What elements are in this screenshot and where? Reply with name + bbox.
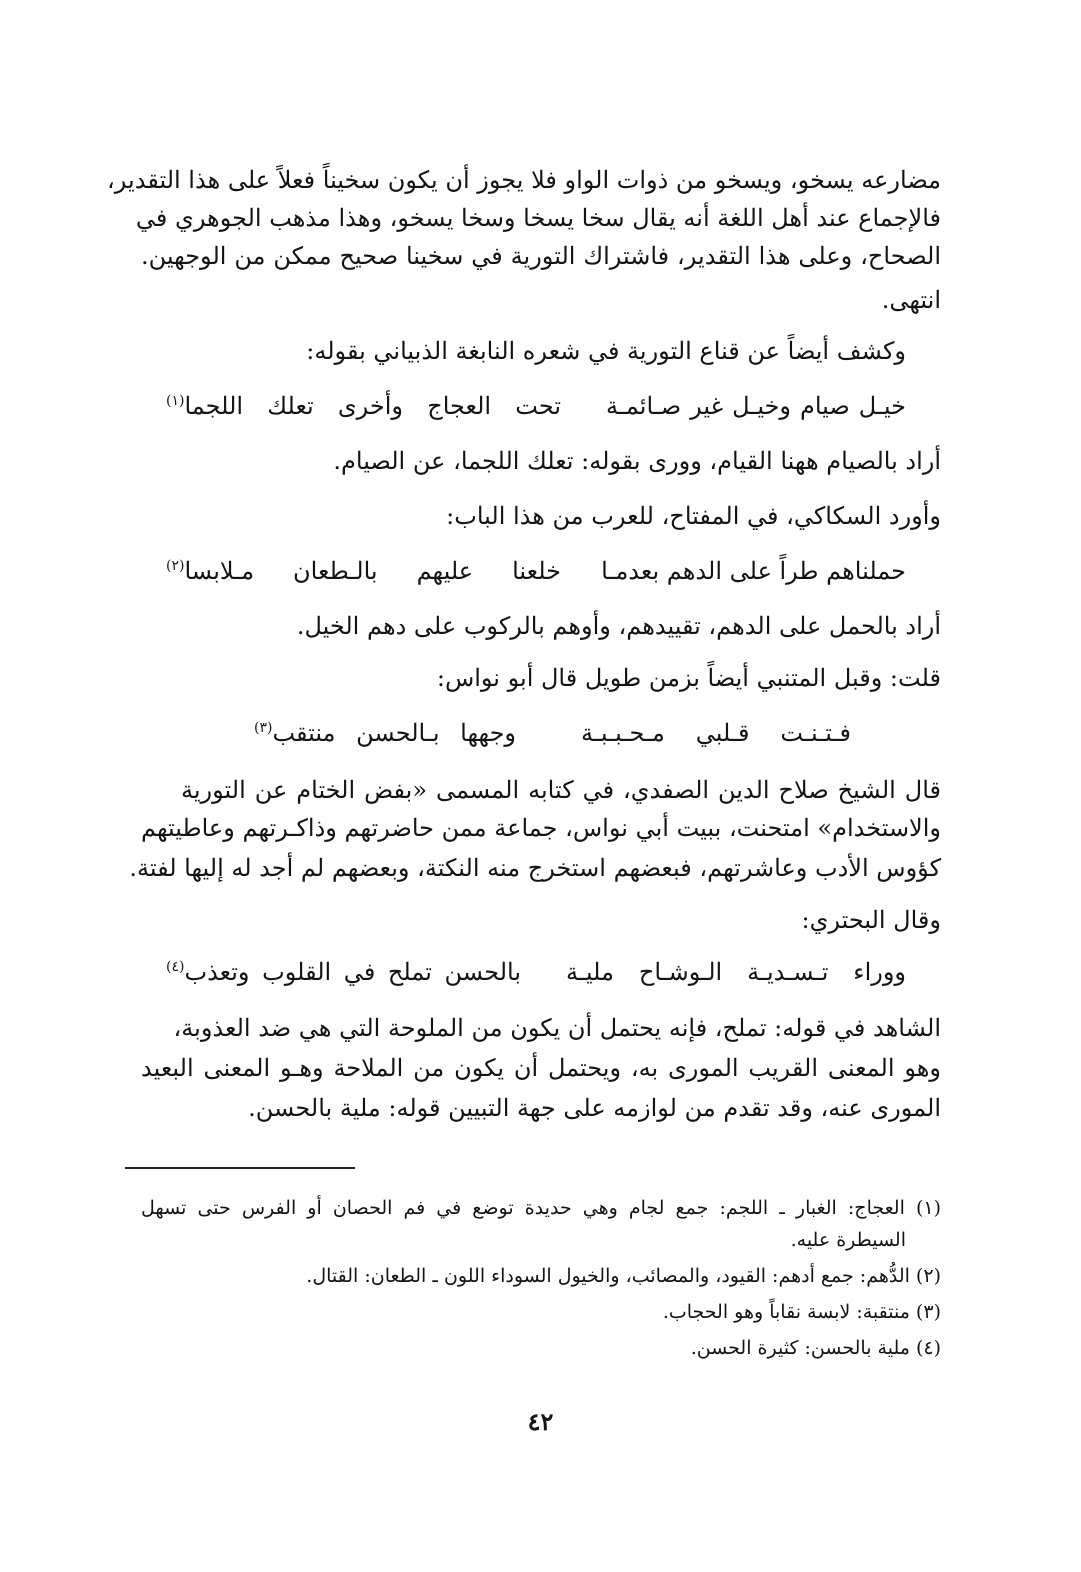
body-line: فالإجماع عند أهل اللغة أنه يقال سخا يسخا وسخا يسخو، وهذا مذهب الجوهري في: [135, 204, 941, 232]
verse-hemistich-left: تحت العجاج وأخرى تعلك اللجما$^{(١)}$: [166, 392, 561, 420]
footnote-1: (١) العجاج: الغبار ـ اللجم: جمع لجام وهي حديدة توضع في فم الحصان أو الفرس حتى تسهل: [141, 1197, 941, 1219]
body-line: قال الشيخ صلاح الدين الصفدي، في كتابه المسمى «بفض الختام عن التورية: [181, 776, 941, 804]
footnote-2: (٢) الدُّهم: جمع أدهم: القيود، والمصائب، والخيول السوداء اللون ـ الطعان: القتال.: [306, 1265, 941, 1287]
footnote-separator: [125, 1167, 355, 1169]
body-line: أراد بالصيام ههنا القيام، وورى بقوله: تعلك اللجما، عن الصيام.: [333, 447, 941, 475]
body-line: وقال البحتري:: [801, 906, 941, 934]
body-line: وهو المعنى القريب المورى به، ويحتمل أن يكون من الملاحة وهـو المعنى البعيد: [141, 1054, 941, 1082]
verse-hemistich-right: فـتـنـت قـلبي مـحـبـبـة: [581, 719, 851, 747]
footnote-marker: (٣): [254, 720, 273, 736]
verse-hemistich-left: خلعنا عليهم بالـطعان مـلابسا$^{(٢)}$: [166, 557, 561, 585]
verse-hemistich-left: وجهها بـالحسن منتقب$^{(٣)}$: [254, 719, 516, 747]
body-line: والاستخدام» امتحنت، ببيت أبي نواس، جماعة ممن حاضرتهم وذاكـرتهم وعاطيتهم: [141, 814, 941, 842]
footnote-marker: (١): [166, 393, 185, 409]
footnote-3: (٣) منتقبة: لابسة نقاباً وهو الحجاب.: [662, 1301, 941, 1323]
body-line: مضارعه يسخو، ويسخو من ذوات الواو فلا يجوز أن يكون سخيناً فعلاً على هذا التقدير،: [107, 166, 941, 194]
footnote-1-continuation: السيطرة عليه.: [790, 1229, 906, 1251]
body-line: وأورد السكاكي، في المفتاح، للعرب من هذا الباب:: [446, 502, 941, 530]
body-line: أراد بالحمل على الدهم، تقييدهم، وأوهم بالركوب على دهم الخيل.: [296, 612, 941, 640]
footnote-4: (٤) ملية بالحسن: كثيرة الحسن.: [690, 1337, 941, 1359]
verse-hemistich-right: حملناهم طراً على الدهم بعدمـا: [601, 557, 906, 585]
verse-hemistich-right: ووراء تـسـديـة الـوشـاح مليـة: [566, 958, 906, 986]
footnote-marker: (٢): [166, 558, 185, 574]
body-line: وكشف أيضاً عن قناع التورية في شعره النابغة الذبياني بقوله:: [306, 337, 906, 365]
body-line: انتهى.: [881, 286, 941, 314]
verse-hemistich-left: بالحسن تملح في القلوب وتعذب$^{(٤)}$: [166, 958, 521, 986]
body-line: الشاهد في قوله: تملح، فإنه يحتمل أن يكون من الملوحة التي هي ضد العذوبة،: [173, 1014, 941, 1042]
body-line: قلت: وقبل المتنبي أيضاً بزمن طويل قال أبو نواس:: [436, 664, 941, 692]
verse-hemistich-right: خيـل صيام وخيـل غير صـائمـة: [606, 392, 906, 420]
body-line: كؤوس الأدب وعاشرتهم، فبعضهم استخرج منه النكتة، وبعضهم لم أجد له إليها لفتة.: [129, 854, 941, 882]
body-line: الصحاح، وعلى هذا التقدير، فاشتراك التورية في سخينا صحيح ممكن من الوجهين.: [141, 242, 941, 270]
page-number: ٤٢: [527, 1407, 554, 1436]
footnote-marker: (٤): [166, 959, 185, 975]
body-line: المورى عنه، وقد تقدم من لوازمه على جهة التبيين قوله: ملية بالحسن.: [248, 1094, 941, 1122]
